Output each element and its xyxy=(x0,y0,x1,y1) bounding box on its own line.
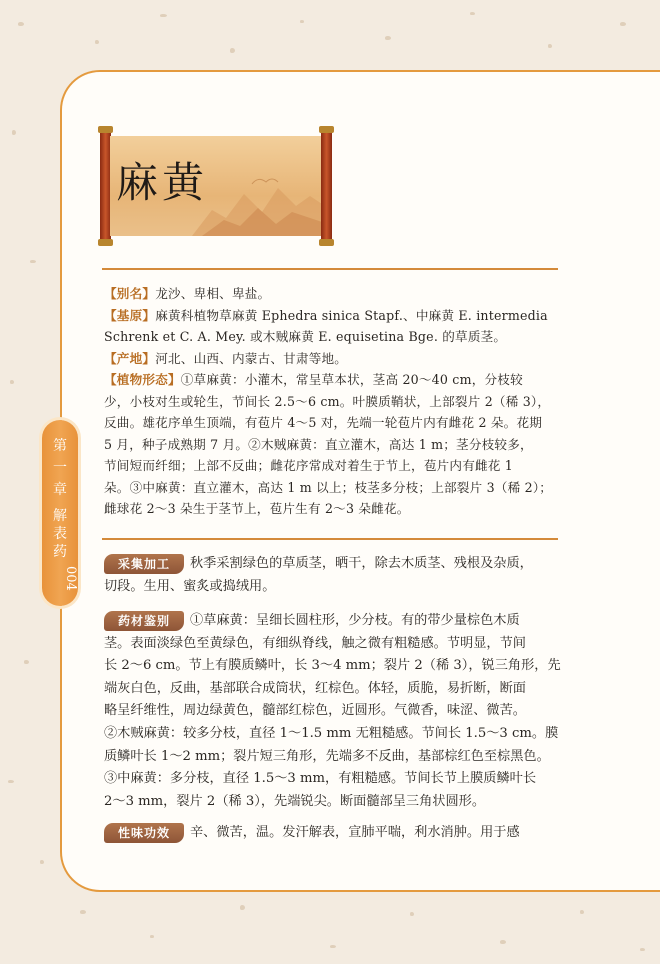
morphology-label: 【植物形态】 xyxy=(104,372,181,387)
morphology-row xyxy=(104,369,560,391)
title-scroll xyxy=(100,128,332,244)
nature-section xyxy=(104,822,560,845)
morphology-line: 少，小枝对生或轮生，节间长 2.5～6 cm。叶膜质鞘状，上部裂片 2（稀 3）， xyxy=(104,393,551,409)
herb-title: 麻黄 xyxy=(116,158,209,207)
alias-row xyxy=(104,283,560,305)
info-block xyxy=(104,283,560,520)
morphology-line: ①草麻黄：小灌木，常呈草本状，茎高 20～40 cm，分枝较 xyxy=(180,372,523,387)
identification-line: ③中麻黄：多分枝，直径 1.5～3 mm，有粗糙感。节间长节上膜质鳞叶长 xyxy=(104,771,537,787)
alias-text: 龙沙、卑相、卑盐。 xyxy=(155,286,271,301)
morphology-line: 雌球花 2～3 朵生于茎节上，苞片生有 2～3 朵雌花。 xyxy=(104,501,410,516)
chapter-side-tab xyxy=(42,420,78,606)
chapter-char: 第 xyxy=(53,438,67,454)
section-char: 解 xyxy=(53,508,67,524)
origin-text-2: Schrenk et C. A. Mey. 或木贼麻黄 E. equisetina Bge. 的草质茎。 xyxy=(104,329,507,344)
alias-label: 【别名】 xyxy=(104,286,156,301)
scroll-rod-right xyxy=(321,128,332,244)
section-char: 药 xyxy=(53,544,67,560)
region-label: 【产地】 xyxy=(104,350,156,366)
identification-line: 端灰白色，反曲，基部联合成筒状，红棕色。体轻，质脆，易折断，断面 xyxy=(104,680,526,696)
morphology-line: 反曲。雄花序单生顶端，有苞片 4～5 对，先端一轮苞片内有雌花 2 朵。花期 xyxy=(104,415,543,430)
morphology-line: 朵。③中麻黄：直立灌木，高达 1 m 以上；枝茎多分枝；上部裂片 3（稀 2）； xyxy=(104,479,553,495)
processing-badge: 采集加工 xyxy=(104,554,184,574)
section-char: 表 xyxy=(53,526,67,542)
morphology-line: 节间短而纤细；上部不反曲；雌花序常成对着生于节上，苞片内有雌花 1 xyxy=(104,458,514,473)
page-number: 004 xyxy=(63,566,78,591)
nature-line: 辛、微苦，温。发汗解表，宣肺平喘，利水消肿。用于感 xyxy=(190,825,520,840)
identification-line: 2～3 mm，裂片 2（稀 3），先端锐尖。断面髓部呈三角状圆形。 xyxy=(104,793,486,809)
processing-section xyxy=(104,553,560,598)
mountain-illustration xyxy=(192,166,322,236)
identification-line: 质鳞叶长 1～2 mm；裂片短三角形，先端多不反曲，基部棕红色至棕黑色。 xyxy=(104,748,550,764)
divider-top xyxy=(102,268,558,270)
origin-row xyxy=(104,305,560,327)
origin-label: 【基原】 xyxy=(104,307,156,323)
identification-badge: 药材鉴别 xyxy=(104,611,184,631)
identification-line: 略呈纤维性，周边绿黄色，髓部红棕色，近圆形。气微香，味涩、微苦。 xyxy=(104,703,526,719)
morphology-line: 5 月，种子成熟期 7 月。②木贼麻黄：直立灌木，高达 1 m；茎分枝较多， xyxy=(104,436,533,452)
processing-line: 秋季采割绿色的草质茎，晒干，除去木质茎、残根及杂质， xyxy=(190,556,533,571)
origin-text-1: 麻黄科植物草麻黄 Ephedra sinica Stapf.、中麻黄 E. intermedia xyxy=(155,307,548,323)
chapter-char: 一 xyxy=(53,460,67,476)
chapter-char: 章 xyxy=(53,482,67,498)
region-text: 河北、山西、内蒙古、甘肃等地。 xyxy=(155,350,348,366)
divider-middle xyxy=(102,538,558,540)
nature-badge: 性味功效 xyxy=(104,823,184,843)
region-row xyxy=(104,348,560,370)
identification-line: 茎。表面淡绿色至黄绿色，有细纵脊线，触之微有粗糙感。节明显，节间 xyxy=(104,635,526,651)
identification-line: ①草麻黄：呈细长圆柱形，少分枝。有的带少量棕色木质 xyxy=(190,613,520,628)
identification-line: 长 2～6 cm。节上有膜质鳞叶，长 3～4 mm；裂片 2（稀 3），锐三角形，先 xyxy=(104,658,561,674)
processing-line: 切段。生用、蜜炙或捣绒用。 xyxy=(104,578,276,594)
identification-line: ②木贼麻黄：较多分枝，直径 1～1.5 mm 无粗糙感。节间长 1.5～3 cm。膜 xyxy=(104,725,559,741)
identification-section xyxy=(104,610,560,813)
